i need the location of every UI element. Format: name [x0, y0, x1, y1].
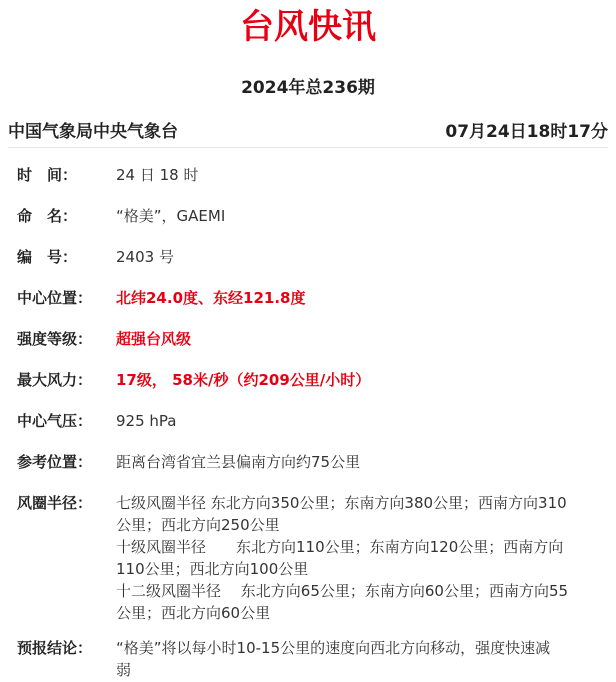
wind-radius-line: 110公里；西北方向100公里	[116, 560, 309, 578]
time-label: 时 间：	[17, 166, 78, 184]
max-wind-label: 最大风力：	[17, 371, 93, 389]
bulletin-title: 台风快讯	[240, 7, 376, 47]
max-wind-value: 17级， 58米/秒（约209公里/小时）	[116, 371, 371, 389]
issue-number: 2024年总236期	[241, 78, 375, 98]
center-pressure-value: 925 hPa	[116, 412, 177, 430]
number-value: 2403 号	[116, 248, 174, 266]
issue-datetime: 07月24日18时17分	[445, 122, 608, 142]
center-position-value: 北纬24.0度、东经121.8度	[116, 289, 306, 307]
center-pressure-label: 中心气压：	[17, 412, 93, 430]
forecast-line: 弱	[116, 661, 132, 679]
name-label: 命 名：	[17, 207, 78, 225]
forecast-value	[116, 637, 596, 681]
wind-radius-line: 十二级风圈半径 东北方向65公里；东南方向60公里；西南方向55	[116, 582, 569, 600]
issuing-agency: 中国气象局中央气象台	[8, 122, 178, 142]
wind-radius-value	[116, 492, 596, 624]
bulletin-header	[8, 119, 608, 145]
header-divider	[8, 147, 608, 148]
reference-position-value: 距离台湾省宜兰县偏南方向约75公里	[116, 453, 361, 471]
forecast-line: “格美”将以每小时10-15公里的速度向西北方向移动，强度快速减	[116, 639, 551, 657]
wind-radius-line: 公里；西北方向60公里	[116, 604, 271, 622]
wind-radius-line: 公里；西北方向250公里	[116, 516, 280, 534]
center-position-label: 中心位置：	[17, 289, 93, 307]
wind-radius-line: 十级风圈半径 东北方向110公里；东南方向120公里；西南方向	[116, 538, 564, 556]
reference-position-label: 参考位置：	[17, 453, 93, 471]
name-value: “格美”，GAEMI	[116, 207, 226, 225]
wind-radius-line: 七级风圈半径 东北方向350公里；东南方向380公里；西南方向310	[116, 494, 567, 512]
wind-radius-label: 风圈半径：	[17, 494, 93, 512]
intensity-label: 强度等级：	[17, 330, 93, 348]
number-label: 编 号：	[17, 248, 78, 266]
forecast-label: 预报结论：	[17, 639, 93, 657]
intensity-value: 超强台风级	[116, 330, 192, 348]
time-value: 24 日 18 时	[116, 166, 199, 184]
